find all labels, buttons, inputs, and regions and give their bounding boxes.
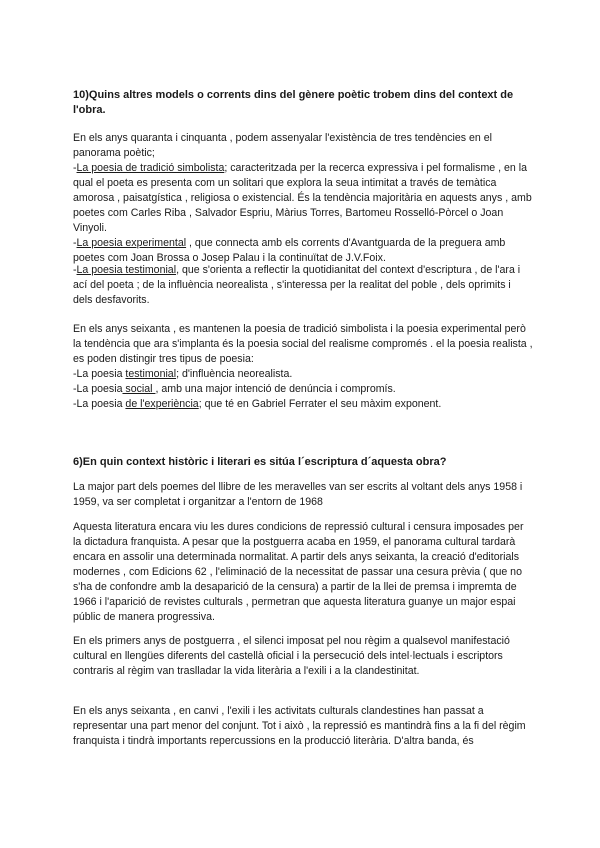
q6-paragraph-2: Aquesta literatura encara viu les dures condicions de repressió cultural i censura imposades per la dictadura franquista. A pesar que la postguerra acaba en 1959, el panorama cultural tardarà encara en assolir una determinada normalitat. A partir dels anys seixanta, la creació d'editorials modernes , com Edicions 62 , l'eliminació de la necessitat de passar una cesura prèvia ( que no s'ha de confondre amb la desaparició de la censura) a partir de la llei de premsa i impremta de 1966 i l'aparició de revistes culturals , permetran que aquesta literatura guanye un major espai públic de manera progressiva. [73, 521, 524, 623]
experimental-poetry-term: La poesia experimental [76, 237, 187, 249]
question-10-heading: 10)Quins altres models o corrents dins del gènere poètic trobem dins del context de l'obra. [73, 89, 514, 116]
q6-paragraph-3: En els primers anys de postguerra , el silenci imposat pel nou règim a qualsevol manifestació cultural en llengües diferents del castellà oficial i la persecució dels intel·lectuals i escriptors contraris al règim van traslladar la vida literària a l'exili i a la clandestinitat. [73, 635, 510, 677]
q6-paragraph-4: En els anys seixanta , en canvi , l'exili i les activitats culturals clandestines han passat a representar una part menor del conjunt. Tot i això , la repressió es mantindrà fins a la fi del règim franquista i tindrà importants repercussions en la producció literària. D'altra banda, és [73, 705, 526, 747]
q10-experimental-item: -La poesia experimental , que connecta amb els corrents d'Avantguarda de la preguera amb poetes com Joan Brossa o Josep Palau i la continuïtat de J.V.Foix. [73, 237, 506, 264]
social-term: social [122, 383, 156, 395]
experience-term: de l'experiència [125, 398, 199, 410]
q10-type-social: -La poesia social , amb una major intenció de denúncia i compromís. [73, 383, 396, 395]
q10-type-experience: -La poesia de l'experiència; que té en Gabriel Ferrater el seu màxim exponent. [73, 398, 442, 410]
q10-type-testimonial: -La poesia testimonial; d'influència neorealista. [73, 368, 293, 380]
testimonial-poetry-term: La poesia testimonial [76, 264, 177, 276]
q10-intro-paragraph: En els anys quaranta i cinquanta , podem assenyalar l'existència de tres tendències en el panorama poètic; [73, 132, 492, 159]
q10-testimonial-item: -La poesia testimonial, que s'orienta a reflectir la quotidianitat del context d'escriptura , de l'ara i ací del poeta ; de la influència neorealista , s'interessa per la realitat del poble , dels oprimits i dels desfavorits. [73, 264, 521, 306]
testimonial-term: testimonial [125, 368, 177, 380]
q10-symbolist-item: -La poesia de tradició simbolista; caracteritzada per la recerca expressiva i pel formalisme , en la qual el poeta es presenta com un solitari que explora la seua intimitat a través de temàtica amorosa , paisatgística , religiosa o existencial. És la tendència majoritària en aquests anys , amb poetes com Carles Riba , Salvador Espriu, Màrius Torres, Bartomeu Rosselló-Pòrcel o Joan Vinyoli. [73, 162, 532, 234]
q10-sixties-paragraph: En els anys seixanta , es mantenen la poesia de tradició simbolista i la poesia experimental però la tendència que ara s'implanta és la poesia social del realisme compromés . el la poesia realista , es poden distingir tres tipus de poesia: [73, 323, 533, 365]
symbolist-poetry-term: La poesia de tradició simbolista [76, 162, 225, 174]
question-6-heading: 6)En quin context històric i literari es sitúa l´escriptura d´aquesta obra? [73, 456, 447, 468]
q6-paragraph-1: La major part dels poemes del llibre de les meravelles van ser escrits al voltant dels anys 1958 i 1959, va ser completat i organitzar a l'entorn de 1968 [73, 481, 523, 508]
